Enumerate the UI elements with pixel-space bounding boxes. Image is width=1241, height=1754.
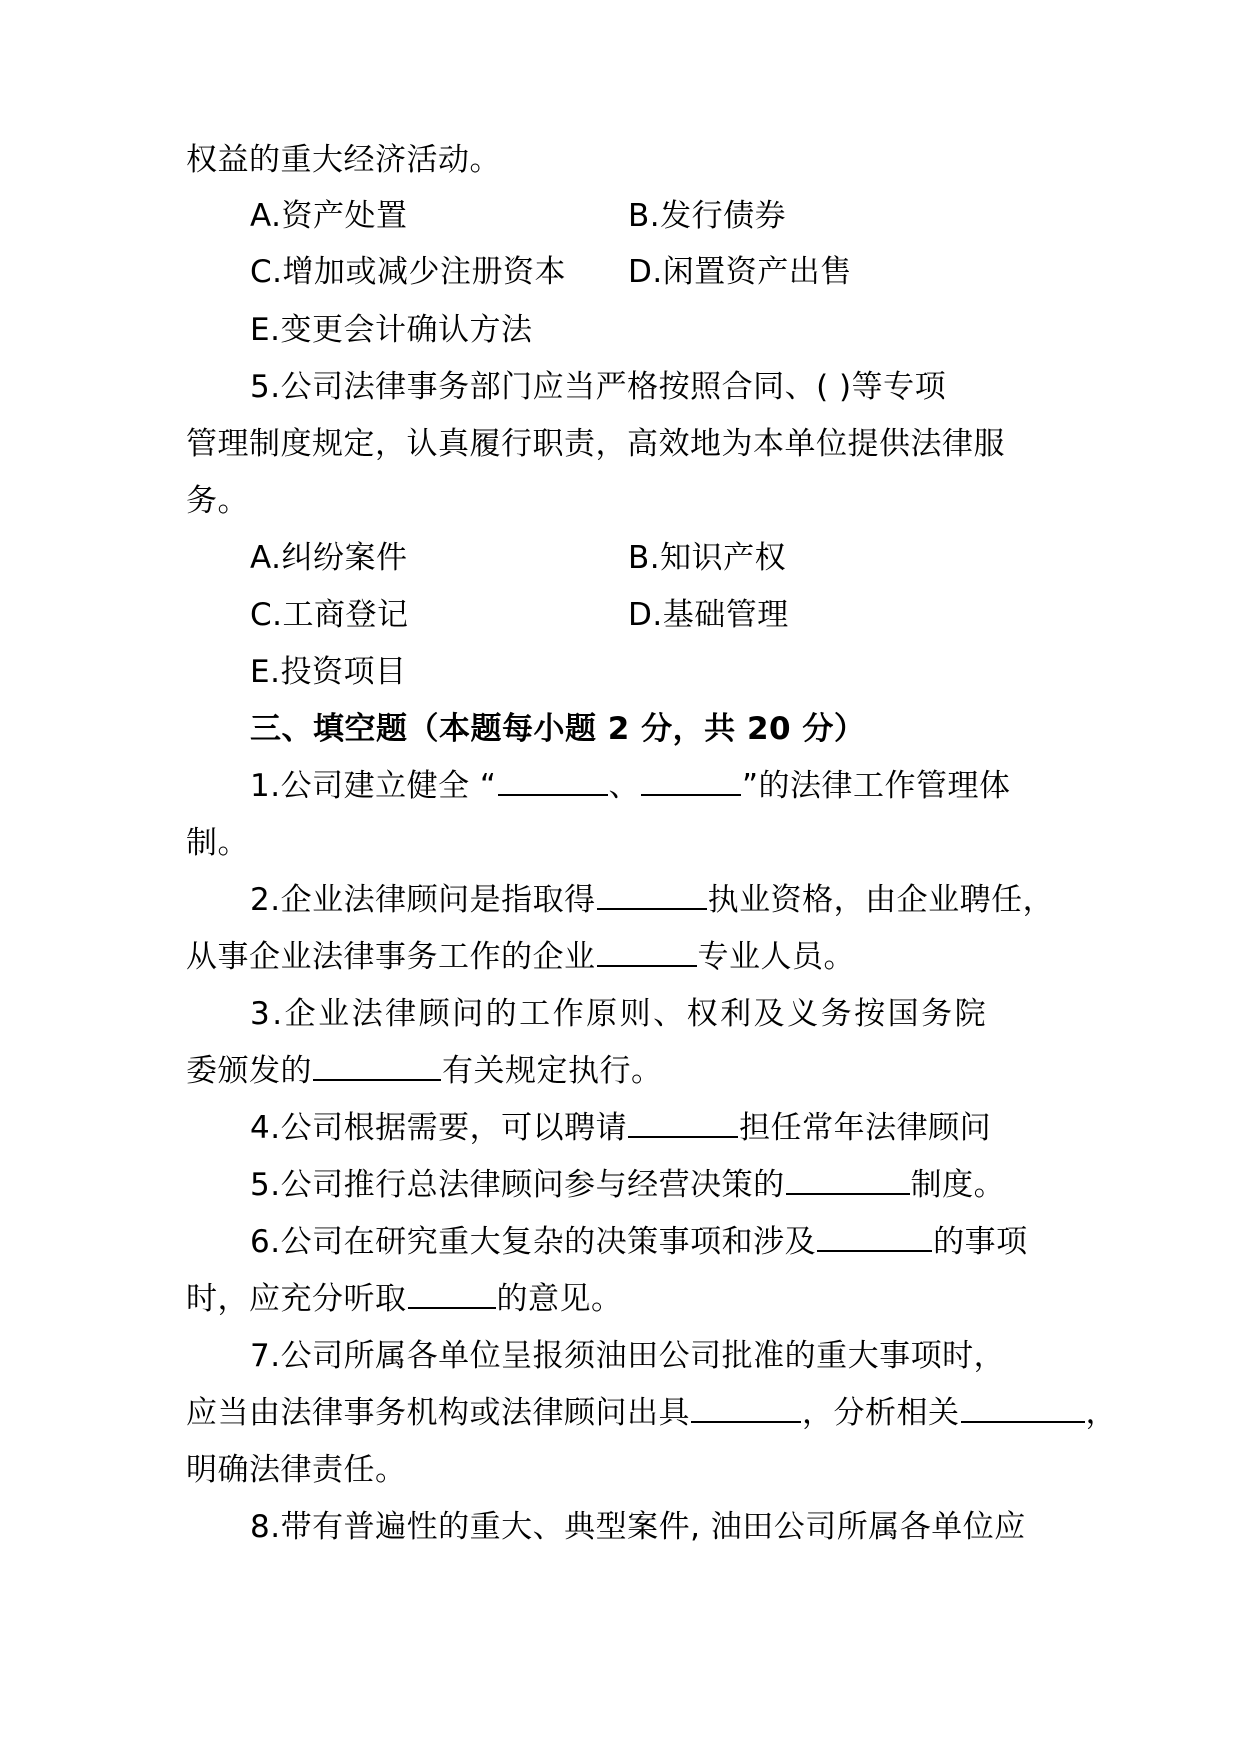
text-segment: 担任常年法律顾问 — [739, 1110, 992, 1146]
text-segment: 的事项 — [933, 1224, 1028, 1260]
option-a: A.资产处置 — [250, 198, 408, 234]
text-segment: 、 — [608, 768, 640, 804]
fill-question-4 — [250, 1108, 991, 1148]
question-5-line-2: 管理制度规定，认真履行职责，高效地为本单位提供法律服 — [186, 426, 1005, 462]
fill-question-6 — [250, 1222, 1028, 1262]
text-segment: 应当由法律事务机构或法律顾问出具 — [186, 1395, 690, 1431]
fill-question-8: 8.带有普遍性的重大、典型案件, 油田公司所属各单位应 — [250, 1509, 1026, 1545]
text-segment: ，分析相关 — [802, 1395, 960, 1431]
answer-blank — [961, 1395, 1085, 1423]
text-segment: 1.公司建立健全 “ — [250, 768, 497, 804]
text-segment: ， — [1085, 1395, 1117, 1431]
option-d: D.基础管理 — [628, 597, 789, 633]
fill-question-5 — [250, 1165, 1005, 1205]
text-segment: 2.企业法律顾问是指取得 — [250, 882, 596, 918]
answer-blank — [817, 1224, 932, 1252]
text-segment: 专业人员。 — [697, 939, 855, 975]
answer-blank — [691, 1395, 801, 1423]
answer-blank — [498, 768, 608, 796]
question-5-line-3: 务。 — [186, 483, 249, 519]
option-c: C.增加或减少注册资本 — [250, 254, 566, 290]
fill-question-7-line-2 — [186, 1393, 1117, 1433]
option-c: C.工商登记 — [250, 597, 409, 633]
answer-blank — [313, 1053, 441, 1081]
option-a: A.纠纷案件 — [250, 540, 408, 576]
fill-question-3: 3.企业法律顾问的工作原则、权利及义务按国务院 — [250, 996, 989, 1032]
section-3-heading: 三、填空题（本题每小题 2 分，共 20 分） — [250, 711, 866, 747]
text-segment: 执业资格，由企业聘任， — [707, 882, 1055, 918]
text-segment: 6.公司在研究重大复杂的决策事项和涉及 — [250, 1224, 817, 1260]
answer-blank — [408, 1281, 496, 1309]
option-d: D.闲置资产出售 — [628, 254, 852, 290]
text-segment: 委颁发的 — [186, 1053, 312, 1089]
answer-blank — [628, 1110, 738, 1138]
fill-question-2-line-2 — [186, 937, 855, 977]
answer-blank — [641, 768, 741, 796]
answer-blank — [786, 1167, 910, 1195]
option-b: B.知识产权 — [628, 540, 787, 576]
text-segment: 的意见。 — [496, 1281, 623, 1317]
option-e: E.变更会计确认方法 — [250, 312, 533, 348]
text-segment: 4.公司根据需要，可以聘请 — [250, 1110, 628, 1146]
text-segment: 有关规定执行。 — [442, 1053, 663, 1089]
text-segment: 从事企业法律事务工作的企业 — [186, 939, 596, 975]
option-e: E.投资项目 — [250, 654, 407, 690]
fill-question-2 — [250, 880, 1054, 920]
fill-question-6-line-2 — [186, 1279, 623, 1319]
fill-question-3-line-2 — [186, 1051, 663, 1091]
text-segment: 5.公司推行总法律顾问参与经营决策的 — [250, 1167, 785, 1203]
option-b: B.发行债券 — [628, 198, 787, 234]
fill-question-1-line-2: 制。 — [186, 825, 249, 861]
answer-blank — [597, 939, 697, 967]
answer-blank — [597, 882, 707, 910]
text-segment: ”的法律工作管理体 — [742, 768, 1011, 804]
fill-question-7: 7.公司所属各单位呈报须油田公司批准的重大事项时， — [250, 1338, 1006, 1374]
text-line: 权益的重大经济活动。 — [186, 142, 501, 178]
fill-question-7-line-3: 明确法律责任。 — [186, 1452, 407, 1488]
question-5-line-1: 5.公司法律事务部门应当严格按照合同、( )等专项 — [250, 369, 947, 405]
text-segment: 时，应充分听取 — [186, 1281, 407, 1317]
text-segment: 制度。 — [910, 1167, 1006, 1203]
fill-question-1 — [250, 766, 1011, 806]
